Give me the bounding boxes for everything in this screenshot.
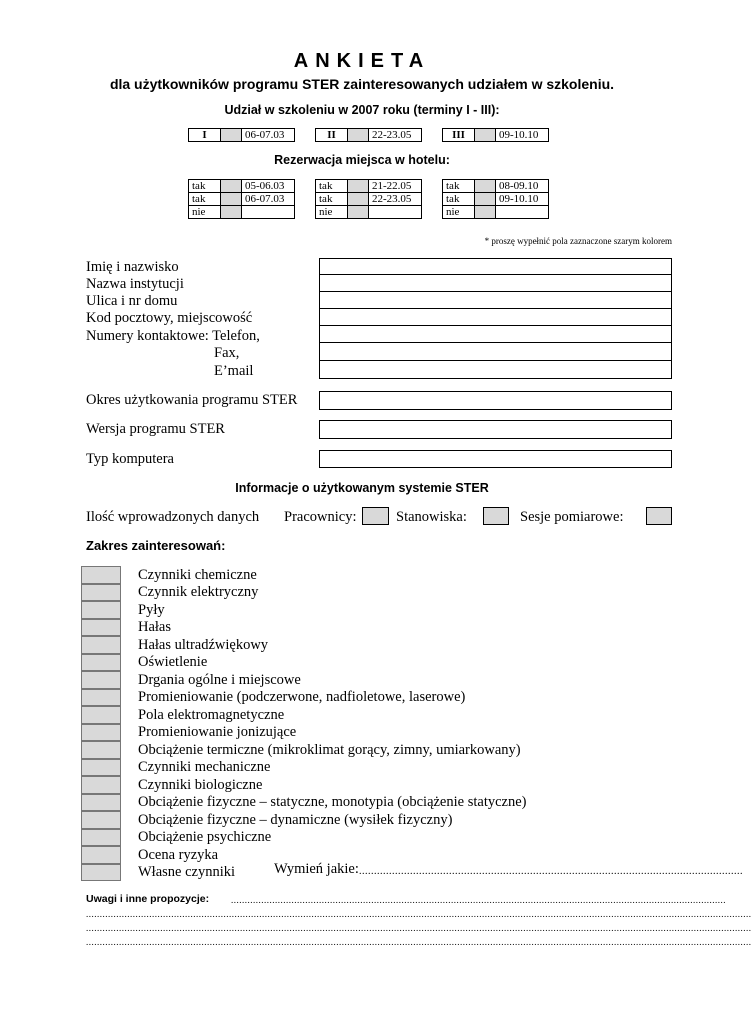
interest-item-label: Obciążenie fizyczne – statyczne, monotypia (obciążenie statyczne) [138, 794, 527, 810]
interest-checkbox[interactable] [81, 706, 121, 724]
street-field[interactable] [319, 292, 672, 309]
institution-field[interactable] [319, 275, 672, 292]
computer-field[interactable] [319, 450, 672, 468]
interest-checkbox[interactable] [81, 636, 121, 654]
hotel-table-1 [188, 179, 295, 219]
page-subtitle: dla użytkowników programu STER zainteresowanych udziałem w szkoleniu. [109, 76, 615, 92]
interest-item-label: Pyły [138, 601, 165, 618]
system-heading: Informacje o użytkowanym systemie STER [235, 481, 489, 495]
interest-checkbox[interactable] [81, 724, 121, 742]
interest-item-label: Hałas [138, 619, 172, 635]
term-date: 06-07.03 [242, 129, 295, 142]
interest-checkbox[interactable] [81, 689, 121, 707]
version-field[interactable] [319, 420, 672, 439]
interests-heading: Zakres zainteresowań: [86, 538, 226, 553]
interest-item-label: Czynnik elektryczny [138, 584, 259, 600]
term-roman: II [316, 129, 348, 142]
remarks-line-1[interactable]: .................................................................................................................................................................................... [231, 895, 726, 905]
interest-item-label: Obciążenie termiczne (mikroklimat gorący, zimny, umiarkowany) [138, 741, 521, 758]
interest-item-label: Czynniki chemiczne [138, 566, 257, 583]
training-heading: Udział w szkoleniu w 2007 roku (terminy I - III): [224, 103, 500, 117]
interest-item-label: Obciążenie fizyczne – dynamiczne (wysiłek fizyczny) [138, 811, 453, 828]
hotel-option-label: nie [443, 206, 475, 219]
interest-item-label: Promieniowanie jonizujące [138, 724, 297, 740]
hotel-option-label: nie [189, 206, 221, 219]
interest-item-label: Własne czynniki [138, 864, 236, 880]
own-factors-prompt: Wymień jakie: [274, 861, 359, 877]
version-label: Wersja programu STER [86, 421, 225, 437]
email-label: E’mail [214, 363, 254, 379]
interest-checkbox[interactable] [81, 776, 121, 794]
workers-input[interactable] [362, 507, 389, 525]
interest-item-label: Oświetlenie [138, 654, 208, 670]
hotel-date [242, 206, 295, 219]
term-date: 09-10.10 [496, 129, 549, 142]
period-label: Okres użytkowania programu STER [86, 392, 298, 408]
hotel-option-label: tak [189, 193, 221, 206]
hotel-checkbox[interactable] [221, 206, 242, 219]
interest-item-label: Czynniki biologiczne [138, 776, 263, 793]
hotel-date [496, 206, 549, 219]
interest-item-label: Pola elektromagnetyczne [138, 706, 285, 723]
term-table-2 [315, 128, 422, 142]
hotel-option-label: tak [316, 193, 348, 206]
hotel-checkbox[interactable] [221, 180, 242, 193]
contacts-label: Numery kontaktowe: Telefon, [86, 328, 260, 344]
workers-label: Pracownicy: [284, 509, 357, 525]
interest-item-label: Czynniki mechaniczne [138, 759, 271, 775]
positions-label: Stanowiska: [396, 509, 467, 525]
hotel-option-label: tak [443, 180, 475, 193]
remarks-label: Uwagi i inne propozycje: [86, 893, 210, 905]
hotel-date: 05-06.03 [242, 180, 295, 193]
hotel-table-2 [315, 179, 422, 219]
term-table-3 [442, 128, 549, 142]
interest-item-label: Promieniowanie (podczerwone, nadfioletowe, laserowe) [138, 689, 466, 705]
hotel-date: 21-22.05 [369, 180, 422, 193]
interest-checkbox[interactable] [81, 619, 121, 637]
term-roman: I [189, 129, 221, 142]
term-date: 22-23.05 [369, 129, 422, 142]
hotel-date: 08-09.10 [496, 180, 549, 193]
email-field[interactable] [319, 361, 672, 379]
hotel-checkbox[interactable] [475, 206, 496, 219]
interest-checkbox[interactable] [81, 671, 121, 689]
hotel-checkbox[interactable] [221, 193, 242, 206]
hotel-checkbox[interactable] [348, 206, 369, 219]
name-label: Imię i nazwisko [86, 259, 179, 275]
interest-checkbox[interactable] [81, 864, 121, 882]
data-count-label: Ilość wprowadzonych danych [86, 509, 260, 525]
positions-input[interactable] [483, 507, 509, 525]
interest-item-label: Drgania ogólne i miejscowe [138, 671, 301, 688]
interest-checkbox[interactable] [81, 654, 121, 672]
phone-field[interactable] [319, 326, 672, 343]
postal-label: Kod pocztowy, miejscowość [86, 310, 253, 326]
hotel-checkbox[interactable] [348, 180, 369, 193]
hotel-checkbox[interactable] [475, 193, 496, 206]
interest-checkbox[interactable] [81, 794, 121, 812]
sessions-input[interactable] [646, 507, 672, 525]
hotel-heading: Rezerwacja miejsca w hotelu: [274, 153, 450, 167]
term-checkbox[interactable] [475, 129, 496, 142]
interest-checkbox[interactable] [81, 601, 121, 619]
interest-checkbox[interactable] [81, 846, 121, 864]
term-checkbox[interactable] [348, 129, 369, 142]
interest-checkbox[interactable] [81, 811, 121, 829]
remarks-line-3[interactable]: .................................................................................................................................................................................................................................................. [86, 923, 752, 933]
remarks-line-4[interactable]: .................................................................................................................................................................................................................................................. [86, 937, 752, 947]
hotel-date: 22-23.05 [369, 193, 422, 206]
hotel-table-3 [442, 179, 549, 219]
name-field[interactable] [319, 258, 672, 275]
interest-item-label: Hałas ultradźwiękowy [138, 636, 269, 653]
computer-label: Typ komputera [86, 451, 174, 467]
hotel-checkbox[interactable] [475, 180, 496, 193]
interest-item-label: Obciążenie psychiczne [138, 829, 272, 845]
page-title: ANKIETA [293, 50, 431, 72]
fill-note: * proszę wypełnić pola zaznaczone szarym kolorem [484, 236, 672, 246]
hotel-option-label: tak [189, 180, 221, 193]
institution-label: Nazwa instytucji [86, 276, 184, 292]
interest-checkbox[interactable] [81, 566, 121, 584]
street-label: Ulica i nr domu [86, 293, 178, 309]
hotel-option-label: tak [443, 193, 475, 206]
interest-checkbox[interactable] [81, 584, 121, 602]
fax-label: Fax, [214, 345, 240, 361]
hotel-date [369, 206, 422, 219]
postal-field[interactable] [319, 309, 672, 326]
interest-checkbox[interactable] [81, 829, 121, 847]
hotel-checkbox[interactable] [348, 193, 369, 206]
interest-item-label: Ocena ryzyka [138, 846, 219, 863]
term-roman: III [443, 129, 475, 142]
remarks-line-2[interactable]: .................................................................................................................................................................................................................................................. [86, 909, 752, 919]
interest-checkbox[interactable] [81, 759, 121, 777]
term-checkbox[interactable] [221, 129, 242, 142]
hotel-date: 06-07.03 [242, 193, 295, 206]
personal-fields [319, 258, 672, 379]
sessions-label: Sesje pomiarowe: [520, 509, 624, 525]
fax-field[interactable] [319, 343, 672, 361]
hotel-option-label: nie [316, 206, 348, 219]
hotel-date: 09-10.10 [496, 193, 549, 206]
period-field[interactable] [319, 391, 672, 410]
interest-checkbox[interactable] [81, 741, 121, 759]
own-factors-line[interactable]: ................................................................................................................................ [359, 866, 743, 877]
term-table-1 [188, 128, 295, 142]
hotel-option-label: tak [316, 180, 348, 193]
